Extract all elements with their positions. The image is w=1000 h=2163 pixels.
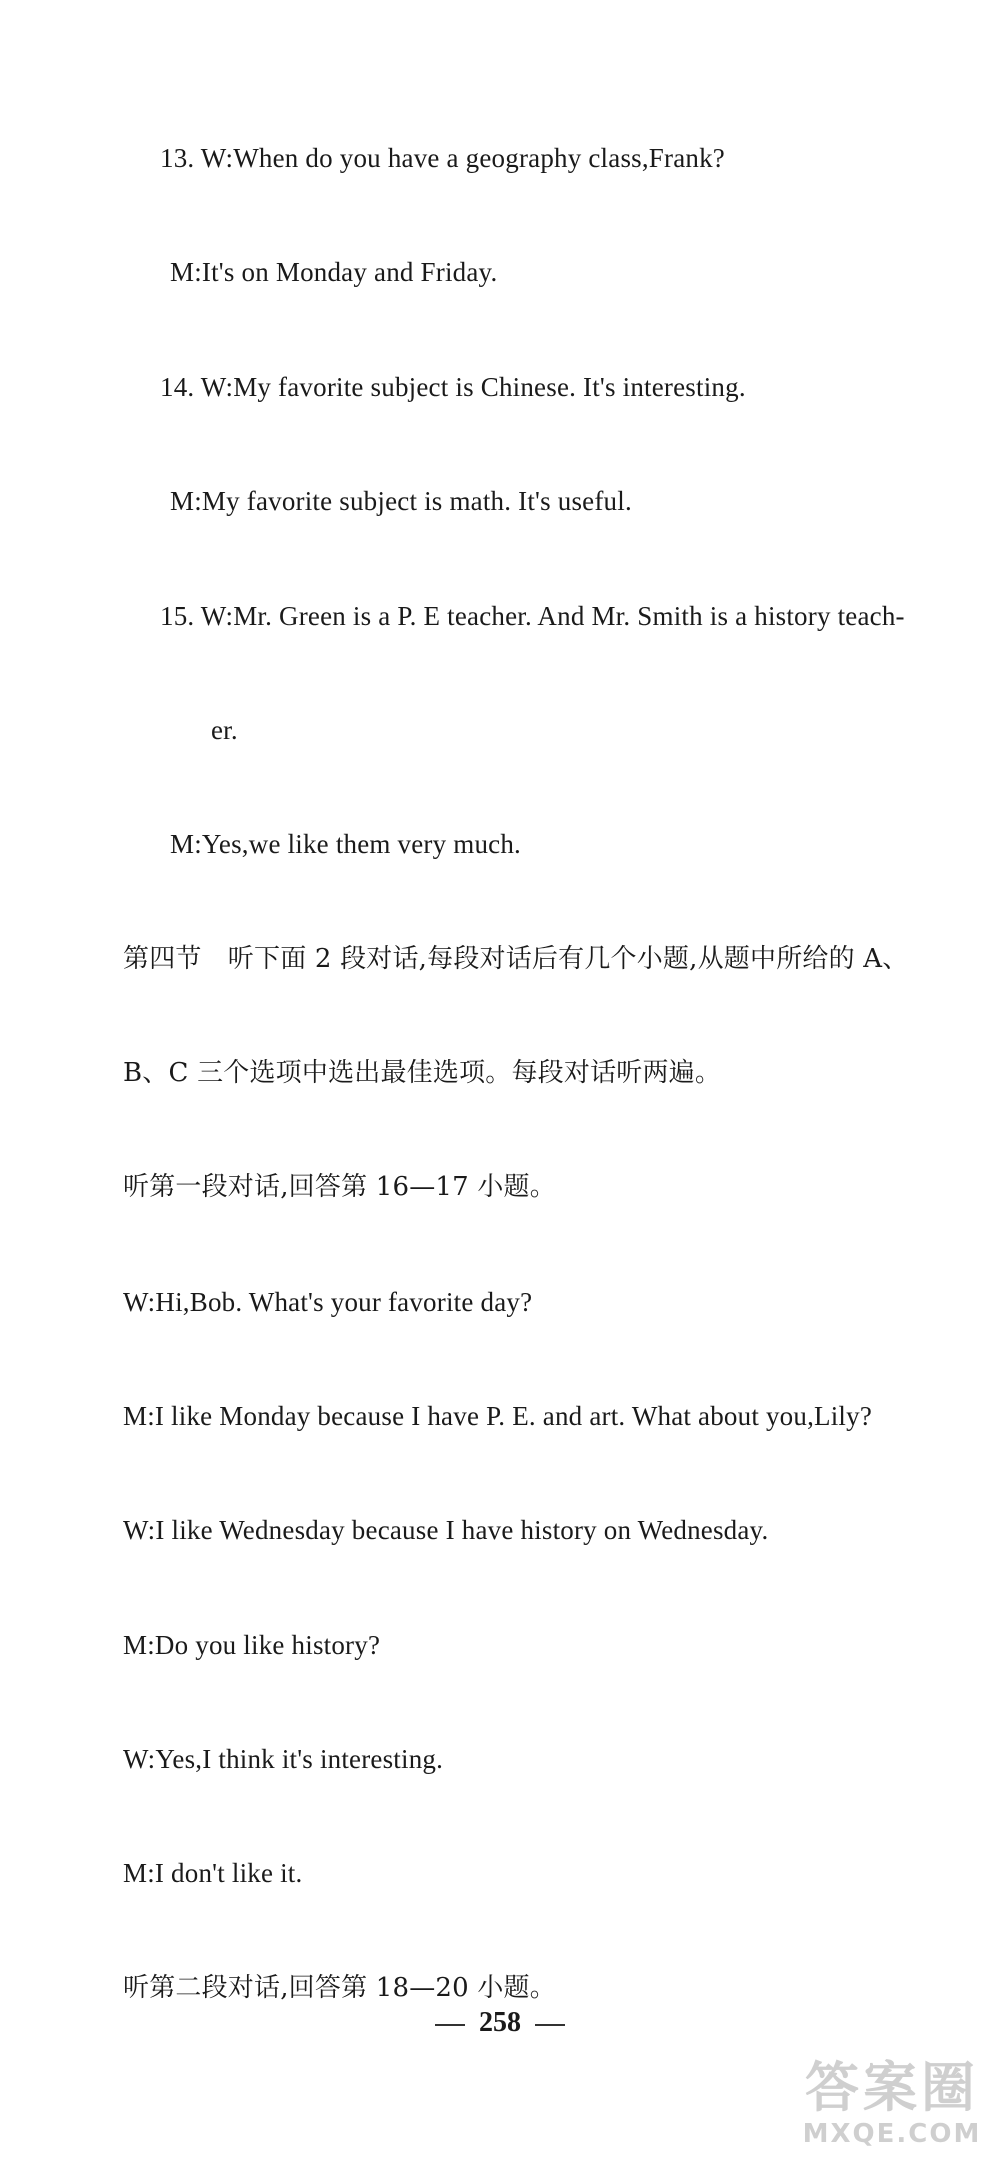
footer-dash-left	[435, 2024, 465, 2026]
section-four-instruction-1: 第四节 听下面 2 段对话,每段对话后有几个小题,从题中所给的 A、	[123, 944, 909, 974]
dialogue-one-line-4: M:Do you like history?	[123, 1630, 381, 1660]
dialogue-line-15-w-cont: er.	[211, 715, 238, 745]
page-footer	[0, 2006, 1000, 2040]
dialogue-line-14-w: 14. W:My favorite subject is Chinese. It's interesting.	[160, 372, 746, 402]
dialogue-line-13-m: M:It's on Monday and Friday.	[170, 257, 498, 287]
dialogue-one-line-1: W:Hi,Bob. What's your favorite day?	[123, 1287, 533, 1317]
dialogue-line-13-w: 13. W:When do you have a geography class,Frank?	[160, 143, 725, 173]
watermark-logo: 答案圈	[805, 2056, 979, 2119]
dialogue-line-14-m: M:My favorite subject is math. It's useful.	[170, 486, 632, 516]
footer-dash-right	[535, 2024, 565, 2026]
page-number: 258	[479, 2007, 521, 2038]
dialogue-one-line-6: M:I don't like it.	[123, 1858, 303, 1888]
section-four-instruction-2: B、C 三个选项中选出最佳选项。每段对话听两遍。	[123, 1058, 722, 1088]
dialogue-one-line-5: W:Yes,I think it's interesting.	[123, 1744, 444, 1774]
dialogue-one-line-2: M:I like Monday because I have P. E. and art. What about you,Lily?	[123, 1401, 873, 1431]
dialogue-line-15-w: 15. W:Mr. Green is a P. E teacher. And Mr. Smith is a history teach-	[160, 601, 905, 631]
dialogue-one-line-3: W:I like Wednesday because I have history on Wednesday.	[123, 1515, 769, 1545]
watermark-url: MXQE.COM	[802, 2119, 982, 2149]
site-watermark	[792, 2057, 992, 2157]
dialogue-one-heading: 听第一段对话,回答第 16—17 小题。	[123, 1172, 556, 1202]
dialogue-two-heading: 听第二段对话,回答第 18—20 小题。	[123, 1973, 556, 2003]
dialogue-line-15-m: M:Yes,we like them very much.	[170, 829, 522, 859]
